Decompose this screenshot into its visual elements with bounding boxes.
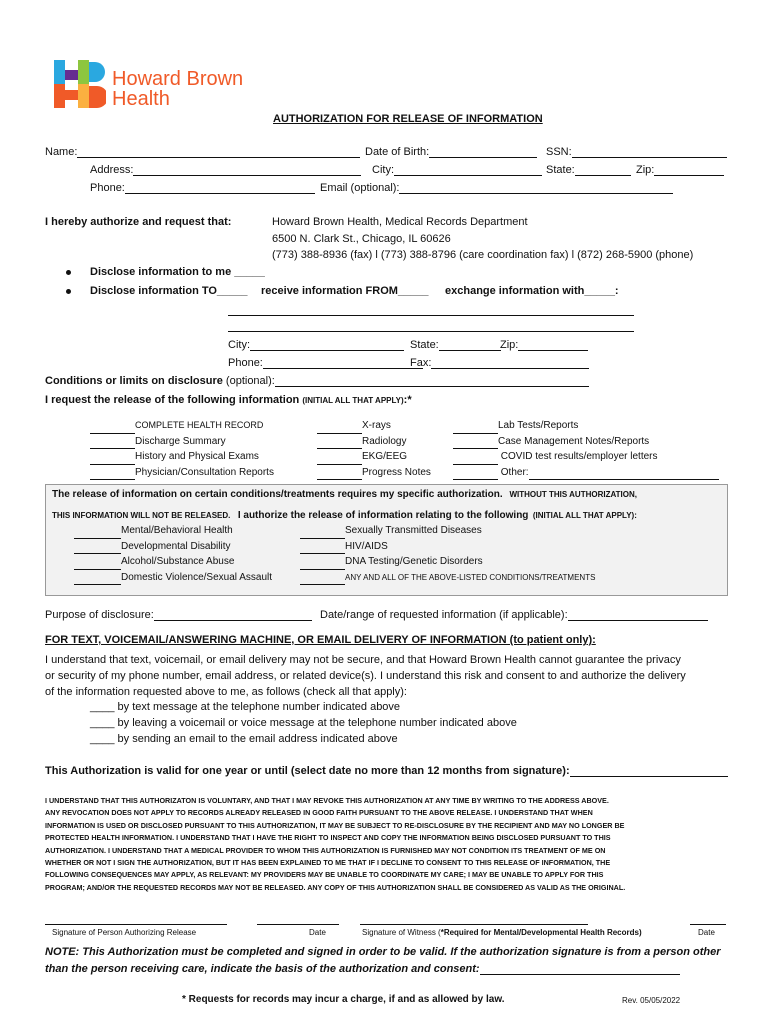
address-row (90, 164, 361, 176)
howard-brown-logo-mark (54, 60, 106, 110)
dob-row (365, 146, 537, 158)
initial-blank[interactable] (317, 438, 362, 449)
initial-blank[interactable] (90, 423, 135, 434)
logo-text-line2: Health (112, 88, 170, 110)
initial-blank[interactable] (300, 543, 345, 554)
disclose-to[interactable]: Disclose information TO_____ (90, 285, 248, 297)
sensitive-line2: THIS INFORMATION WILL NOT BE RELEASED. I authorize the release of information relating to the following (INITIAL ALL THAT APPLY): (52, 510, 637, 521)
footer-charge-note: * Requests for records may incur a charge, if and as allowed by law. (182, 994, 505, 1005)
recipient-zip-label: Zip: (500, 339, 519, 351)
electronic-p2: or security of my phone number, email address, or related device(s). I understand this risk and consent to and authorize the delivery (45, 670, 686, 682)
signature-line-witness[interactable] (360, 924, 588, 925)
sensitive-item-all[interactable]: ANY AND ALL OF THE ABOVE-LISTED CONDITIONS/TREATMENTS (300, 570, 595, 586)
validity-date-field[interactable] (570, 765, 728, 777)
dob-field[interactable] (429, 146, 537, 158)
request-row (45, 394, 412, 406)
recipient-line-2[interactable] (228, 331, 634, 332)
sensitive-col2 (300, 523, 595, 585)
recipient-fax-label: Fax: (410, 357, 432, 369)
range-label: Date/range of requested information (if applicable): (320, 609, 568, 621)
purpose-field[interactable] (154, 609, 312, 621)
receive-from[interactable]: receive information FROM_____ (261, 285, 429, 297)
ssn-row (546, 146, 727, 158)
conditions-optional: (optional): (222, 375, 275, 387)
name-row (45, 146, 360, 158)
initial-blank[interactable] (74, 528, 121, 539)
authorization-basis-field[interactable] (480, 963, 680, 975)
initial-blank[interactable] (90, 469, 135, 480)
delivery-option-voicemail[interactable]: ____ by leaving a voicemail or voice message at the telephone number indicated above (90, 717, 517, 729)
sensitive-item-dna[interactable]: DNA Testing/Genetic Disorders (300, 554, 595, 570)
validity-row (45, 765, 728, 777)
zip-row (636, 164, 724, 176)
dob-label: Date of Birth: (365, 146, 430, 158)
sensitive-col1 (74, 523, 272, 585)
records-col3 (453, 418, 719, 480)
recipient-state-label: State: (410, 339, 439, 351)
sensitive-item-std[interactable]: Sexually Transmitted Diseases (300, 523, 595, 539)
record-item-progress[interactable]: Progress Notes (317, 465, 431, 481)
validity-label: This Authorization is valid for one year or until (select date no more than 12 months from signature): (45, 765, 570, 777)
records-col2 (317, 418, 431, 480)
sensitive-item-domestic[interactable]: Domestic Violence/Sexual Assault (74, 570, 272, 586)
record-item-covid[interactable]: COVID test results/employer letters (453, 449, 719, 465)
email-field[interactable] (399, 182, 673, 194)
logo-text-line1: Howard Brown (112, 68, 244, 90)
purpose-row (45, 609, 312, 621)
exchange-with[interactable]: exchange information with_____: (445, 285, 619, 297)
conditions-field[interactable] (275, 375, 589, 387)
phone-row (90, 182, 315, 194)
initial-blank[interactable] (453, 454, 498, 465)
note-line1: NOTE: This Authorization must be completed and signed in order to be valid. If the authorization signature is from a person other (45, 946, 721, 958)
revision-date: Rev. 05/05/2022 (622, 996, 681, 1005)
recipient-state-field[interactable] (439, 339, 501, 351)
initial-blank[interactable] (90, 454, 135, 465)
record-item-physician[interactable]: Physician/Consultation Reports (90, 465, 274, 481)
signature-label-patient: Signature of Person Authorizing Release (52, 928, 197, 937)
initial-blank[interactable] (453, 469, 498, 480)
email-label: Email (optional): (320, 182, 400, 194)
record-item-other[interactable]: Other: (453, 465, 719, 481)
org-line3: (773) 388-8936 (fax) l (773) 388-8796 (care coordination fax) l (872) 268-5900 (phone) (272, 249, 694, 261)
recipient-city-field[interactable] (250, 339, 404, 351)
state-field[interactable] (575, 164, 631, 176)
logo (54, 60, 254, 110)
ssn-label: SSN: (546, 146, 572, 158)
recipient-state-row (410, 339, 501, 351)
recipient-phone-row (228, 357, 423, 369)
initial-blank[interactable] (300, 528, 345, 539)
range-field[interactable] (568, 609, 708, 621)
zip-label: Zip: (636, 164, 655, 176)
initial-blank[interactable] (453, 423, 498, 434)
request-suffix: :* (403, 394, 412, 406)
name-label: Name: (45, 146, 78, 158)
date-line-witness[interactable] (690, 924, 726, 925)
record-item-complete[interactable]: COMPLETE HEALTH RECORD (90, 418, 274, 434)
initial-blank[interactable] (300, 559, 345, 570)
request-initial: (INITIAL ALL THAT APPLY) (302, 396, 404, 405)
city-field[interactable] (394, 164, 542, 176)
recipient-fax-row (410, 357, 589, 369)
sensitive-item-developmental[interactable]: Developmental Disability (74, 539, 272, 555)
delivery-option-email[interactable]: ____ by sending an email to the email address indicated above (90, 733, 398, 745)
record-item-discharge[interactable]: Discharge Summary (90, 434, 274, 450)
date-line-patient[interactable] (257, 924, 339, 925)
disclose-to-me[interactable]: Disclose information to me _____ (90, 266, 265, 278)
other-field[interactable] (529, 469, 719, 480)
bullet-icon (66, 289, 71, 294)
address-label: Address: (90, 164, 134, 176)
conditions-row (45, 375, 589, 387)
record-item-lab[interactable]: Lab Tests/Reports (453, 418, 719, 434)
initial-blank[interactable] (317, 423, 362, 434)
initial-blank[interactable] (317, 454, 362, 465)
authorize-label: I hereby authorize and request that: (45, 216, 232, 228)
state-row (546, 164, 631, 176)
zip-field[interactable] (654, 164, 724, 176)
initial-blank[interactable] (74, 543, 121, 554)
page-title: AUTHORIZATION FOR RELEASE OF INFORMATION (273, 113, 543, 125)
sensitive-line1: The release of information on certain conditions/treatments requires my specific authorization. WITHOUT THIS AUTHORIZATION, (52, 489, 637, 500)
recipient-phone-label: Phone: (228, 357, 263, 369)
date-label-patient: Date (309, 928, 326, 937)
initial-blank[interactable] (300, 574, 345, 585)
record-item-history[interactable]: History and Physical Exams (90, 449, 274, 465)
name-field[interactable] (77, 146, 360, 158)
legal-text: I UNDERSTAND THAT THIS AUTHORIZATON IS VOLUNTARY, AND THAT I MAY REVOKE THIS AUTHORIZATION AT ANY TIME BY WRITING TO THE ADDRESS ABOVE. ANY REVOCATION DOES NOT APPLY TO RECORDS ALREADY RELEASED IN GOOD FAITH PURSUANT TO THE ABOVE RELEASE. I UNDERSTAND THAT WHEN INFORMATION IS USED OR DISCLOSED PURSUANT TO THIS AUTHORIZATION, IT MAY BE SUBJECT TO RE-DISCLOSURE BY THE RECIPIENT AND MAY NO LONGER BE PROTECTED HEALTH INFORMATION. I UNDERSTAND THAT I HAVE THE RIGHT TO INSPECT AND COPY THE INFORMATION BEING DISCLOSED PURSUANT TO THIS AUTHORIZATION. I UNDERSTAND THAT A MEDICAL PROVIDER TO WHOM THIS AUTHORIZATION IS FURNISHED MAY NOT CONDITION ITS TREATMENT OF ME ON WHETHER OR NOT I SIGN THE AUTHORIZATION, BUT IT HAS BEEN EXPLAINED TO ME THAT IF I DECLINE TO CONSENT TO THIS RELEASE OF INFORMATION, THE FOLLOWING CONSEQUENCES MAY APPLY, AS RELEVANT: MY PROVIDERS MAY BE UNABLE TO COORDINATE MY CARE; I MAY BE UNABLE TO APPLY FOR THIS PROGRAM; AND/OR THE REQUESTED RECORDS MAY NOT BE RELEASED. ANY COPY OF THIS AUTHORIZATION SHALL BE CONSIDERED AS VALID AS THE ORIGINAL. (45, 796, 626, 892)
recipient-line-1[interactable] (228, 315, 634, 316)
initial-blank[interactable] (74, 574, 121, 585)
sensitive-item-alcohol[interactable]: Alcohol/Substance Abuse (74, 554, 272, 570)
bullet-icon (66, 270, 71, 275)
org-line2: 6500 N. Clark St., Chicago, IL 60626 (272, 233, 451, 245)
electronic-heading: FOR TEXT, VOICEMAIL/ANSWERING MACHINE, OR EMAIL DELIVERY OF INFORMATION (to patient only): (45, 634, 596, 646)
record-item-case-mgmt[interactable]: Case Management Notes/Reports (453, 434, 719, 450)
signature-label-witness: Signature of Witness (*Required for Mental/Developmental Health Records) (362, 928, 642, 937)
initial-blank[interactable] (317, 469, 362, 480)
recipient-city-row (228, 339, 404, 351)
city-row (372, 164, 542, 176)
state-label: State: (546, 164, 575, 176)
recipient-fax-field[interactable] (431, 357, 589, 369)
electronic-p3: of the information requested above to me, as follows (check all that apply): (45, 686, 407, 698)
recipient-zip-row (500, 339, 588, 351)
record-item-ekg[interactable]: EKG/EEG (317, 449, 431, 465)
recipient-zip-field[interactable] (518, 339, 588, 351)
ssn-field[interactable] (572, 146, 727, 158)
delivery-option-text[interactable]: ____ by text message at the telephone number indicated above (90, 701, 401, 713)
phone-field[interactable] (125, 182, 315, 194)
record-item-xrays[interactable]: X-rays (317, 418, 431, 434)
phone-label: Phone: (90, 182, 125, 194)
range-row (320, 609, 708, 621)
email-row (320, 182, 673, 194)
record-item-radiology[interactable]: Radiology (317, 434, 431, 450)
records-col1 (90, 418, 274, 480)
recipient-phone-field[interactable] (263, 357, 423, 369)
purpose-label: Purpose of disclosure: (45, 609, 154, 621)
conditions-label: Conditions or limits on disclosure (45, 375, 223, 387)
sensitive-item-hiv[interactable]: HIV/AIDS (300, 539, 595, 555)
signature-line-patient[interactable] (45, 924, 227, 925)
sensitive-item-mental[interactable]: Mental/Behavioral Health (74, 523, 272, 539)
electronic-p1: I understand that text, voicemail, or email delivery may not be secure, and that Howard Brown Health cannot guarantee the privacy (45, 654, 681, 666)
date-label-witness: Date (698, 928, 715, 937)
recipient-city-label: City: (228, 339, 250, 351)
initial-blank[interactable] (74, 559, 121, 570)
city-label: City: (372, 164, 394, 176)
initial-blank[interactable] (453, 438, 498, 449)
note-line2: than the person receiving care, indicate the basis of the authorization and consent: (45, 963, 680, 975)
org-line1: Howard Brown Health, Medical Records Department (272, 216, 528, 228)
address-field[interactable] (133, 164, 361, 176)
initial-blank[interactable] (90, 438, 135, 449)
request-label: I request the release of the following information (45, 394, 300, 406)
